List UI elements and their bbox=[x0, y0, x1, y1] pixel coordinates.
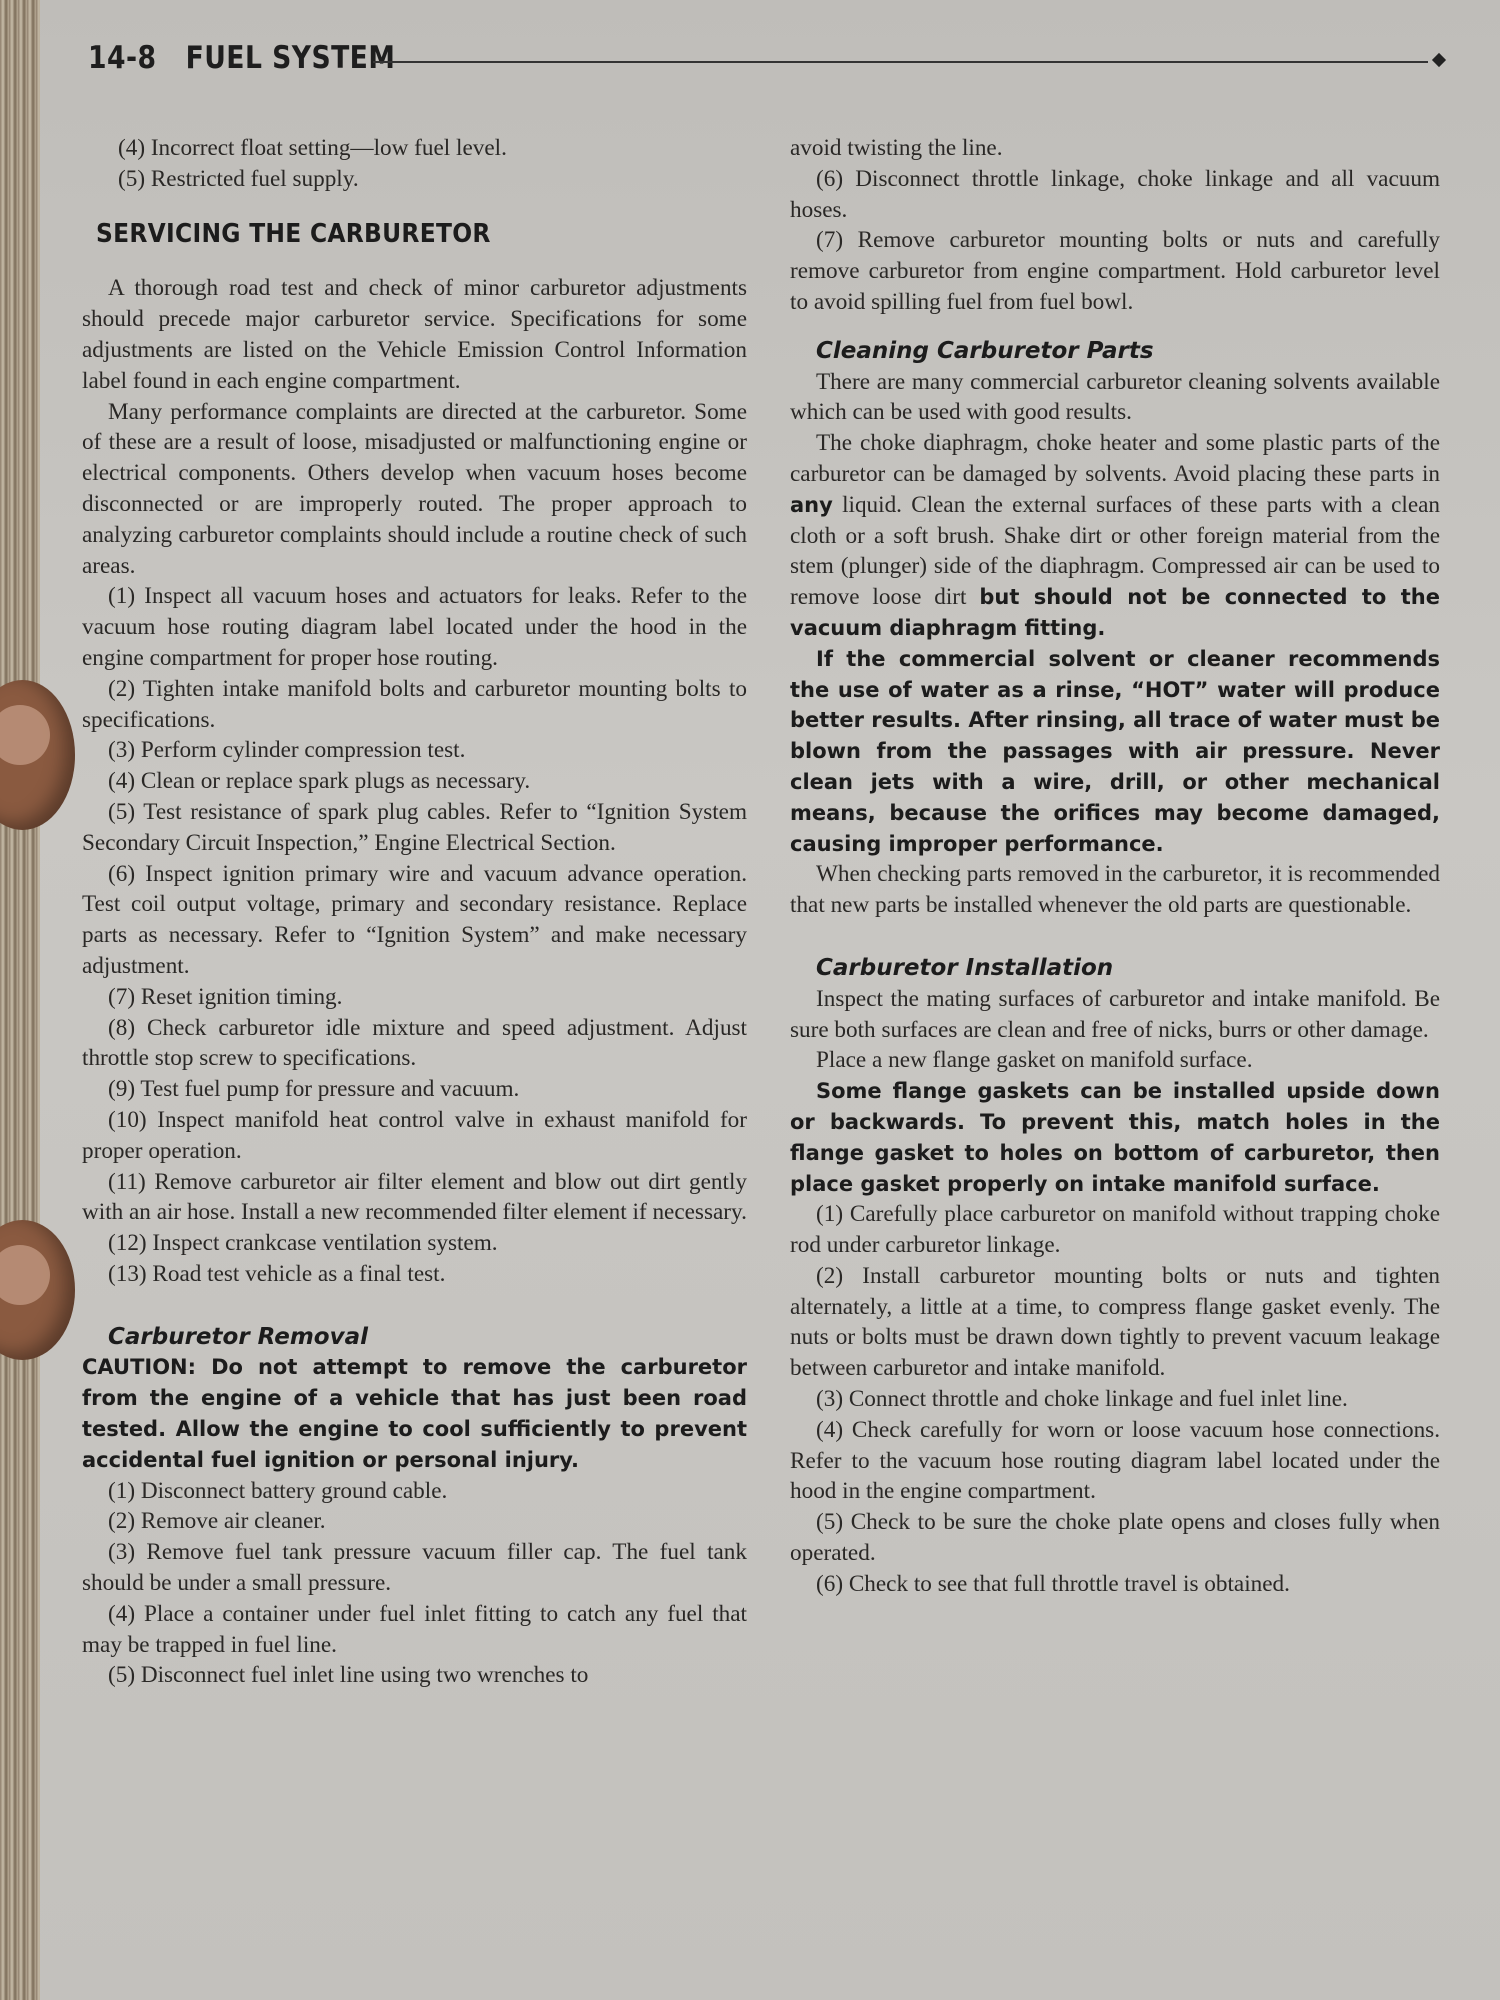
list-item: (1) Carefully place carburetor on manifold without trapping choke rod under carburetor linkage. bbox=[790, 1201, 1440, 1259]
page-number: 14-8 bbox=[88, 40, 157, 76]
list-item: (8) Check carburetor idle mixture and speed adjustment. Adjust throttle stop screw to specifications. bbox=[82, 1014, 747, 1072]
section-heading: SERVICING THE CARBURETOR bbox=[96, 218, 491, 249]
subsection-heading: Cleaning Carburetor Parts bbox=[816, 337, 1154, 364]
list-item: (6) Check to see that full throttle travel is obtained. bbox=[816, 1570, 1290, 1597]
paragraph: Place a new flange gasket on manifold surface. bbox=[816, 1047, 1253, 1074]
bold-paragraph: Some flange gaskets can be installed upside down or backwards. To prevent this, match holes in the flange gasket to holes on bottom of carburetor, then place gasket properly on intake manifold surface. bbox=[790, 1079, 1440, 1196]
list-item: (13) Road test vehicle as a final test. bbox=[108, 1260, 446, 1287]
text-run: The choke diaphragm, choke heater and some plastic parts of the carburetor can be damaged by solvents. Avoid placing these parts in bbox=[790, 430, 1440, 487]
list-item: (3) Perform cylinder compression test. bbox=[108, 737, 466, 764]
diamond-icon bbox=[1432, 53, 1446, 67]
list-item: (10) Inspect manifold heat control valve in exhaust manifold for proper operation. bbox=[82, 1106, 747, 1164]
list-item: (4) Clean or replace spark plugs as necessary. bbox=[108, 768, 531, 795]
book-page-edge bbox=[0, 0, 40, 2000]
paragraph: Inspect the mating surfaces of carburetor and intake manifold. Be sure both surfaces are clean and free of nicks, burrs or other damage. bbox=[790, 985, 1440, 1043]
list-item: (7) Remove carburetor mounting bolts or nuts and carefully remove carburetor from engine compartment. Hold carburetor level to avoid spilling fuel from fuel bowl. bbox=[790, 227, 1440, 315]
paragraph: Many performance complaints are directed at the carburetor. Some of these are a result of loose, misadjusted or malfunctioning engine or electrical components. Others develop when vacuum hoses become disconnected or are improperly routed. The proper approach to analyzing carburetor complaints should include a routine check of such areas. bbox=[82, 398, 747, 579]
paragraph: A thorough road test and check of minor carburetor adjustments should precede major carburetor service. Specifications for some adjustments are listed on the Vehicle Emission Control Information label found in each engine compartment. bbox=[82, 275, 747, 394]
paragraph: When checking parts removed in the carburetor, it is recommended that new parts be installed whenever the old parts are questionable. bbox=[790, 861, 1440, 919]
list-item: (5) Test resistance of spark plug cables. Refer to “Ignition System Secondary Circuit Inspection,” Engine Electrical Section. bbox=[82, 798, 747, 856]
header-rule bbox=[373, 61, 1428, 63]
left-column bbox=[82, 133, 747, 1691]
header-title-line bbox=[88, 40, 395, 76]
paragraph bbox=[790, 428, 1440, 644]
list-item: (3) Connect throttle and choke linkage and fuel inlet line. bbox=[816, 1386, 1348, 1413]
paragraph: There are many commercial carburetor cleaning solvents available which can be used with good results. bbox=[790, 368, 1440, 426]
list-item: (6) Inspect ignition primary wire and vacuum advance operation. Test coil output voltage, primary and secondary resistance. Replace parts as necessary. Refer to “Ignition System” and make necessary adjustment. bbox=[82, 860, 747, 979]
subsection-heading: Carburetor Removal bbox=[108, 1323, 368, 1350]
emphasis-text: but should not be connected to the vacuum diaphragm fitting. bbox=[790, 585, 1440, 640]
list-item: (3) Remove fuel tank pressure vacuum filler cap. The fuel tank should be under a small pressure. bbox=[82, 1539, 747, 1597]
list-item: (4) Place a container under fuel inlet fitting to catch any fuel that may be trapped in fuel line. bbox=[82, 1600, 747, 1658]
paragraph-continued: avoid twisting the line. bbox=[790, 135, 1003, 161]
list-item: (5) Restricted fuel supply. bbox=[118, 165, 359, 192]
list-item: (5) Disconnect fuel inlet line using two wrenches to bbox=[108, 1662, 589, 1689]
list-item: (4) Check carefully for worn or loose vacuum hose connections. Refer to the vacuum hose routing diagram label located under the hood in the engine compartment. bbox=[790, 1416, 1440, 1505]
thumb-top bbox=[0, 680, 75, 830]
list-item: (1) Inspect all vacuum hoses and actuators for leaks. Refer to the vacuum hose routing diagram label located under the hood in the engine compartment for proper hose routing. bbox=[82, 583, 747, 671]
chapter-title: FUEL SYSTEM bbox=[185, 40, 396, 76]
list-item: (11) Remove carburetor air filter element and blow out dirt gently with an air hose. Install a new recommended filter element if necessary. bbox=[82, 1168, 747, 1226]
list-item: (12) Inspect crankcase ventilation system. bbox=[108, 1230, 498, 1257]
list-item: (2) Remove air cleaner. bbox=[108, 1508, 326, 1535]
page-header bbox=[88, 40, 1448, 80]
list-item: (9) Test fuel pump for pressure and vacuum. bbox=[108, 1076, 520, 1103]
list-item: (6) Disconnect throttle linkage, choke linkage and all vacuum hoses. bbox=[790, 165, 1440, 223]
emphasis-text: any bbox=[790, 492, 833, 517]
list-item: (5) Check to be sure the choke plate opens and closes fully when operated. bbox=[790, 1509, 1440, 1567]
list-item: (7) Reset ignition timing. bbox=[108, 983, 343, 1010]
list-item: (4) Incorrect float setting—low fuel level. bbox=[118, 135, 507, 161]
subsection-heading: Carburetor Installation bbox=[816, 954, 1114, 981]
caution-text: CAUTION: Do not attempt to remove the carburetor from the engine of a vehicle that has just been road tested. Allow the engine to cool sufficiently to prevent accidental fuel ignition or personal injury. bbox=[82, 1355, 747, 1472]
right-column bbox=[790, 133, 1440, 1600]
text-run: liquid. Clean the external surfaces of these parts with a clean cloth or a soft brush. Shake dirt or other foreign material from the stem (plunger) side of the diaphragm. Compressed air can be used to remove loose dirt bbox=[790, 491, 1440, 611]
list-item: (1) Disconnect battery ground cable. bbox=[108, 1477, 448, 1504]
list-item: (2) Install carburetor mounting bolts or nuts and tighten alternately, a little at a time, to compress flange gasket evenly. The nuts or bolts must be drawn down tightly to prevent vacuum leakage between carburetor and intake manifold. bbox=[790, 1262, 1440, 1382]
bold-paragraph: If the commercial solvent or cleaner recommends the use of water as a rinse, “HOT” water will produce better results. After rinsing, all trace of water must be blown from the passages with air pressure. Never clean jets with a wire, drill, or other mechanical means, because the orifices may become damaged, causing improper performance. bbox=[790, 646, 1440, 856]
thumb-bottom bbox=[0, 1220, 75, 1360]
list-item: (2) Tighten intake manifold bolts and carburetor mounting bolts to specifications. bbox=[82, 675, 747, 733]
